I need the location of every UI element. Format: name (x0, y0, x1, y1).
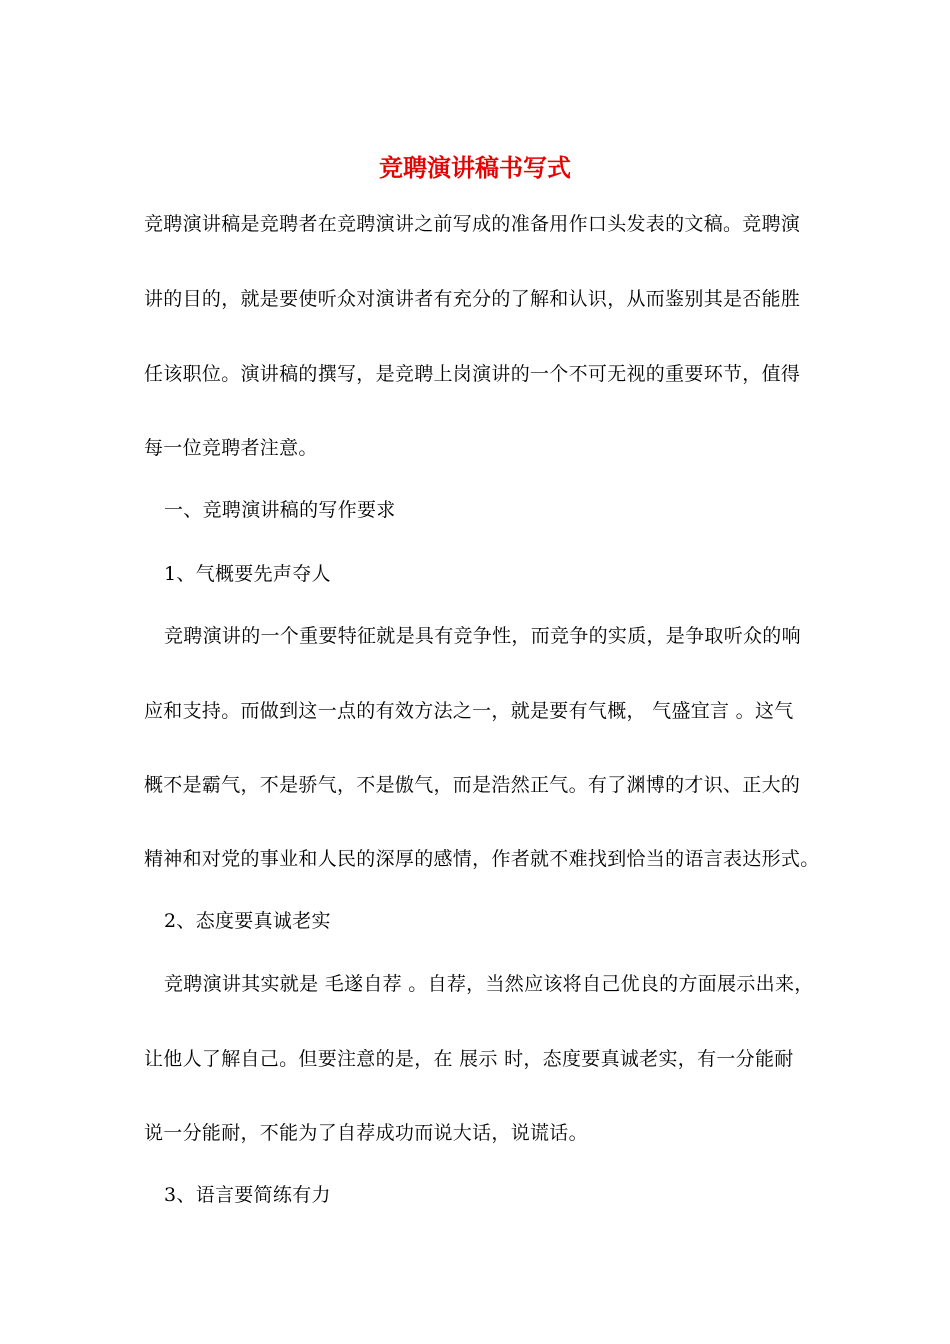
point3-heading (164, 1181, 331, 1209)
point1-line-4: 精神和对党的事业和人民的深厚的感情，作者就不难找到恰当的语言表达形式。 (144, 848, 820, 870)
point1-heading-text: 、气概要先声夺人 (176, 563, 331, 585)
point1-line-2: 应和支持。而做到这一点的有效方法之一，就是要有气概， 气盛宜言 。这气 (144, 700, 794, 722)
point3-heading-text: 、语言要简练有力 (176, 1184, 331, 1206)
intro-line-2: 讲的目的，就是要使听众对演讲者有充分的了解和认识，从而鉴别其是否能胜 (144, 288, 801, 310)
document-title: 竞聘演讲稿书写式 (379, 153, 571, 182)
point2-line-3: 说一分能耐，不能为了自荐成功而说大话，说谎话。 (144, 1122, 588, 1144)
point1-line-3: 概不是霸气，不是骄气，不是傲气，而是浩然正气。有了渊博的才识、正大的 (144, 774, 801, 796)
point2-heading (164, 907, 331, 935)
point1-number: 1 (164, 563, 177, 585)
point1-heading (164, 560, 331, 588)
section-heading: 一、竞聘演讲稿的写作要求 (164, 499, 396, 521)
point2-line-1: 竞聘演讲其实就是 毛遂自荐 。自荐，当然应该将自己优良的方面展示出来， (164, 973, 814, 995)
point3-number: 3 (164, 1184, 177, 1206)
intro-line-1: 竞聘演讲稿是竞聘者在竞聘演讲之前写成的准备用作口头发表的文稿。竞聘演 (144, 213, 801, 235)
point2-heading-text: 、态度要真诚老实 (176, 910, 331, 932)
intro-line-3: 任该职位。演讲稿的撰写，是竞聘上岗演讲的一个不可无视的重要环节，值得 (144, 363, 801, 385)
point2-number: 2 (164, 910, 177, 932)
point1-line-1: 竞聘演讲的一个重要特征就是具有竞争性，而竞争的实质，是争取听众的响 (164, 625, 801, 647)
intro-line-4: 每一位竞聘者注意。 (144, 437, 318, 459)
point2-line-2: 让他人了解自己。但要注意的是，在 展示 时，态度要真诚老实，有一分能耐 (144, 1048, 794, 1070)
